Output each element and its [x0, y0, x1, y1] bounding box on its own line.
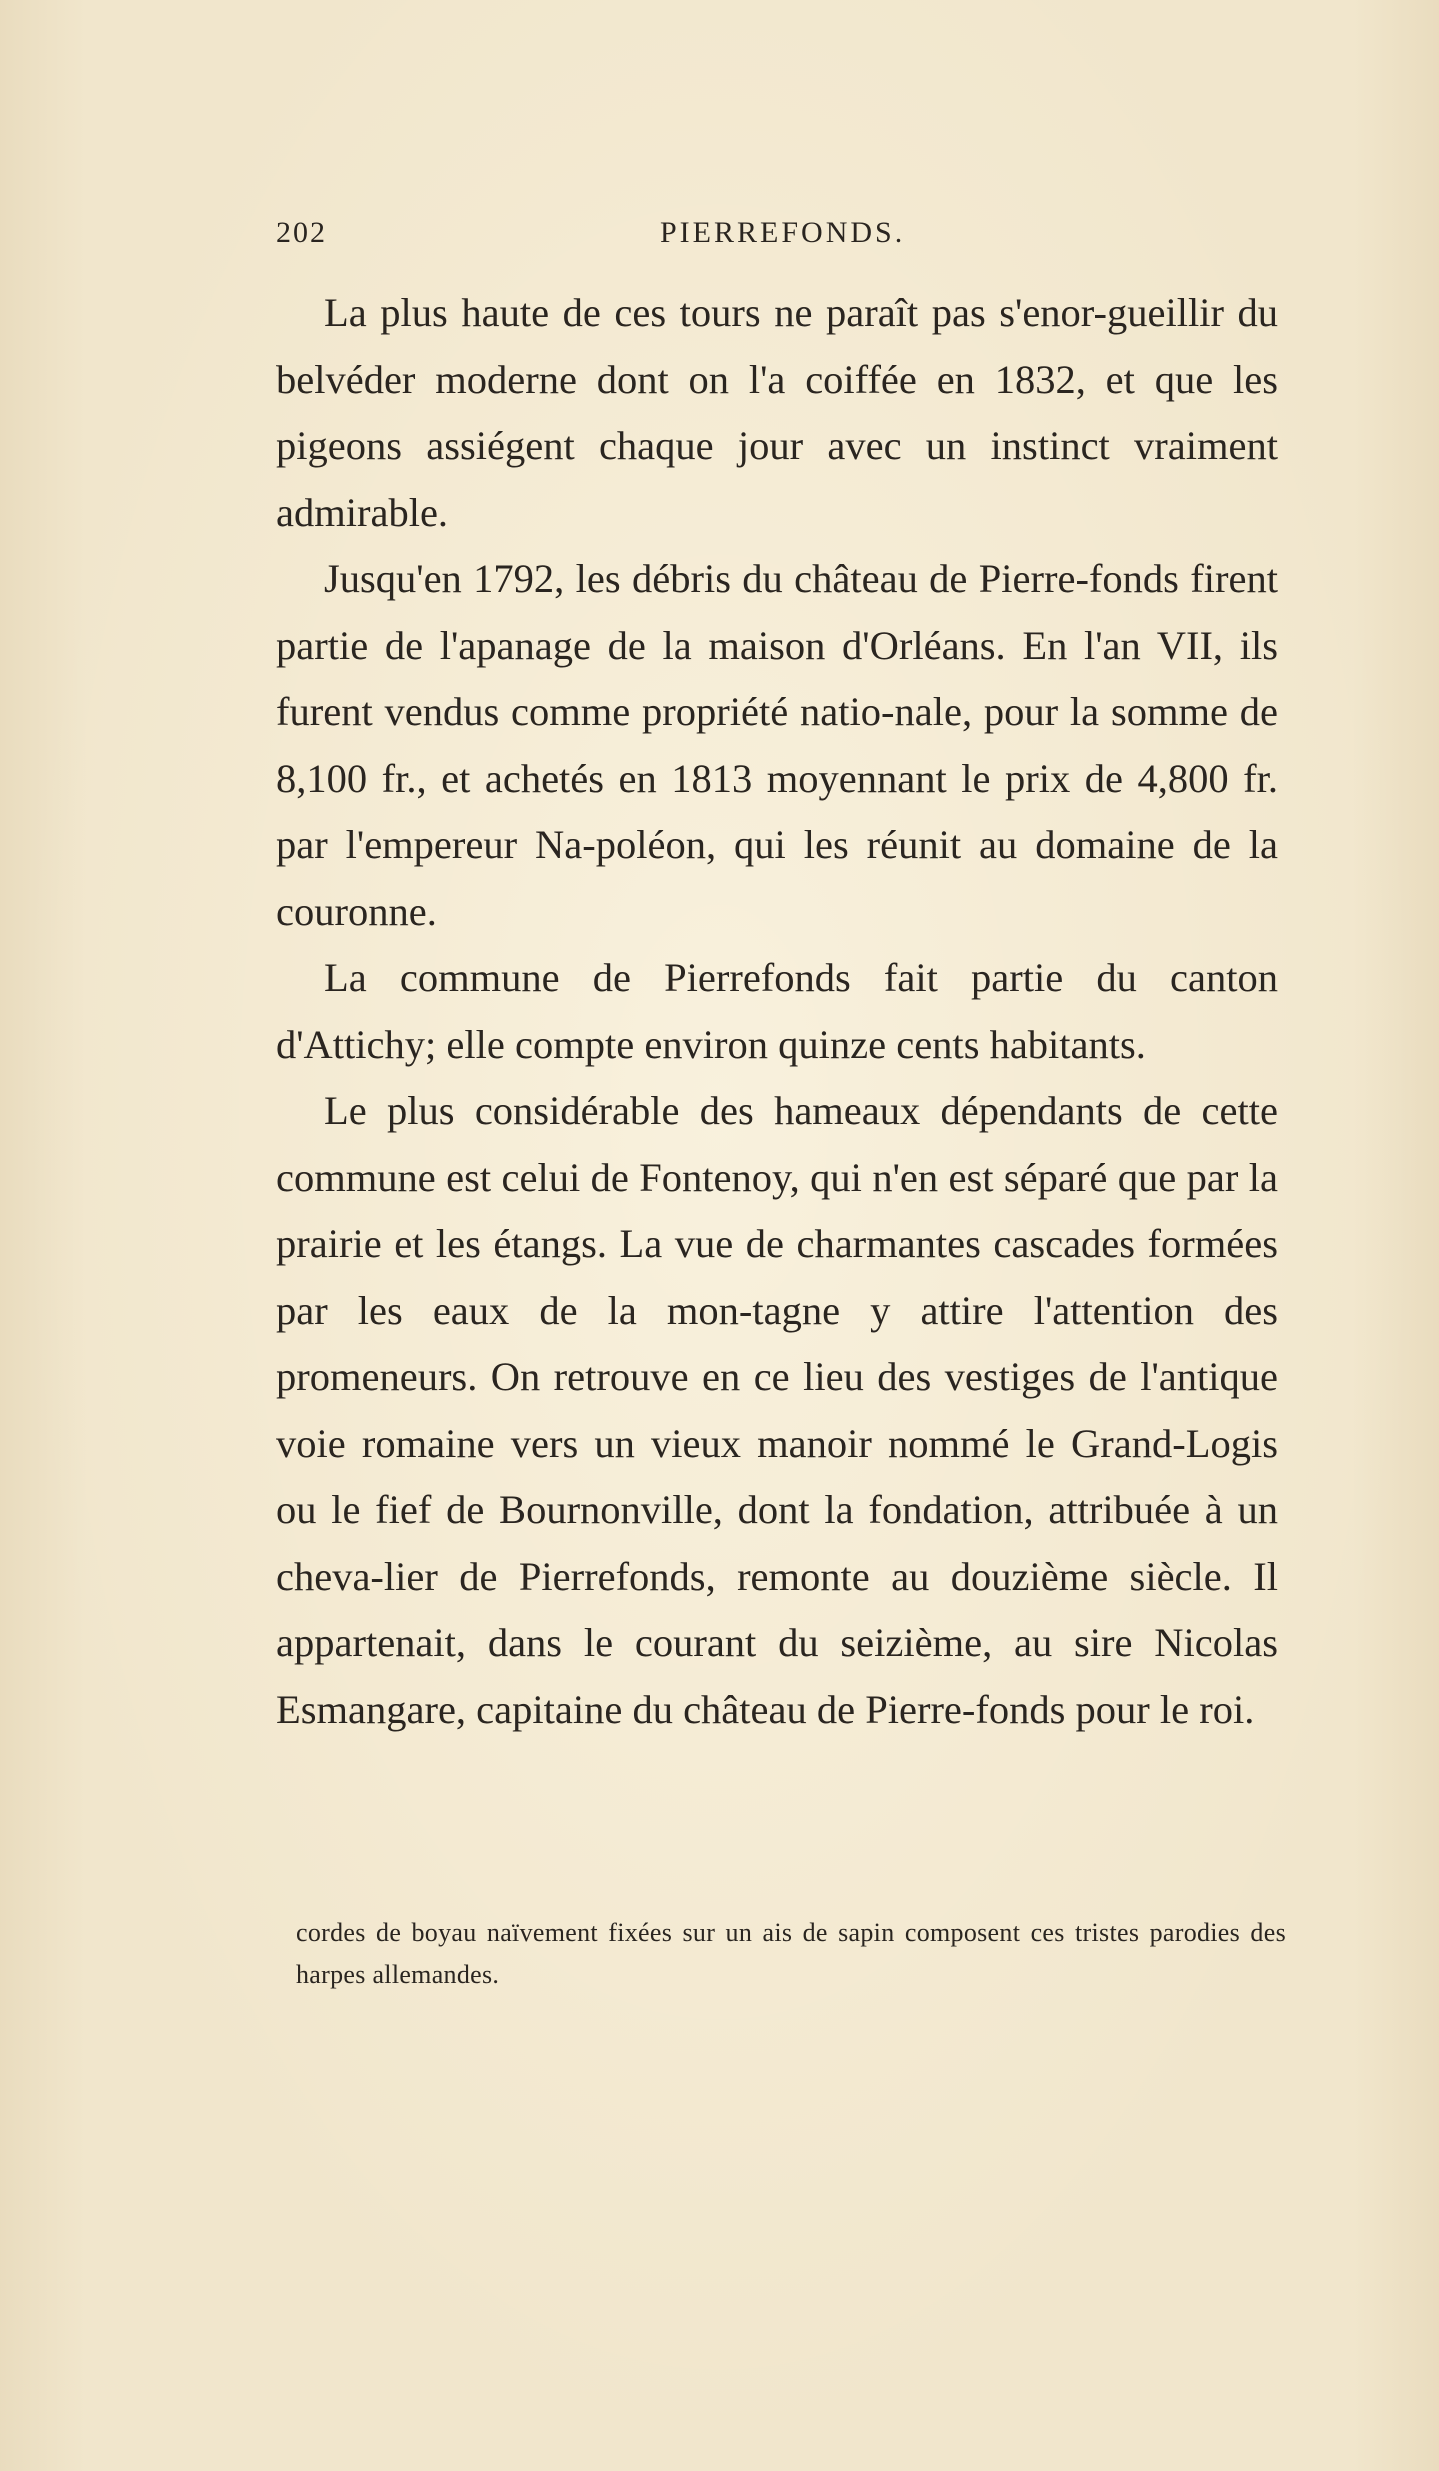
body-text: [276, 280, 1278, 1743]
running-head: [276, 216, 1276, 260]
paragraph-commune: La commune de Pierrefonds fait partie du canton d'Attichy; elle compte environ quinze cents habitants.: [276, 955, 1278, 1067]
paragraph-tours: La plus haute de ces tours ne paraît pas s'enor-gueillir du belvéder moderne dont on l'a coiffée en 1832, et que les pigeons assiégent chaque jour avec un instinct vraiment admirable.: [276, 290, 1278, 535]
paragraph-hamlets: Le plus considérable des hameaux dépendants de cette commune est celui de Fontenoy, qui n'en est séparé que par la prairie et les étangs. La vue de charmantes cascades formées par les eaux de la mon-tagne y attire l'attention des promeneurs. On retrouve en ce lieu des vestiges de l'antique voie romaine vers un vieux manoir nommé le Grand-Logis ou le fief de Bournonville, dont la fondation, attribuée à un cheva-lier de Pierrefonds, remonte au douzième siècle. Il appartenait, dans le courant du seizième, au sire Nicolas Esmangare, capitaine du château de Pierre-fonds pour le roi.: [276, 1088, 1278, 1732]
paragraph-history: Jusqu'en 1792, les débris du château de Pierre-fonds firent partie de l'apanage de la maison d'Orléans. En l'an VII, ils furent vendus comme propriété natio-nale, pour la somme de 8,100 fr., et achetés en 1813 moyennant le prix de 4,800 fr. par l'empereur Na-poléon, qui les réunit au domaine de la couronne.: [276, 556, 1278, 934]
footnote: [296, 1912, 1286, 1996]
page-number: 202: [276, 216, 327, 249]
footnote-text: cordes de boyau naïvement fixées sur un ais de sapin composent ces tristes parodies des harpes allemandes.: [296, 1918, 1286, 1989]
running-title: PIERREFONDS.: [660, 216, 906, 249]
